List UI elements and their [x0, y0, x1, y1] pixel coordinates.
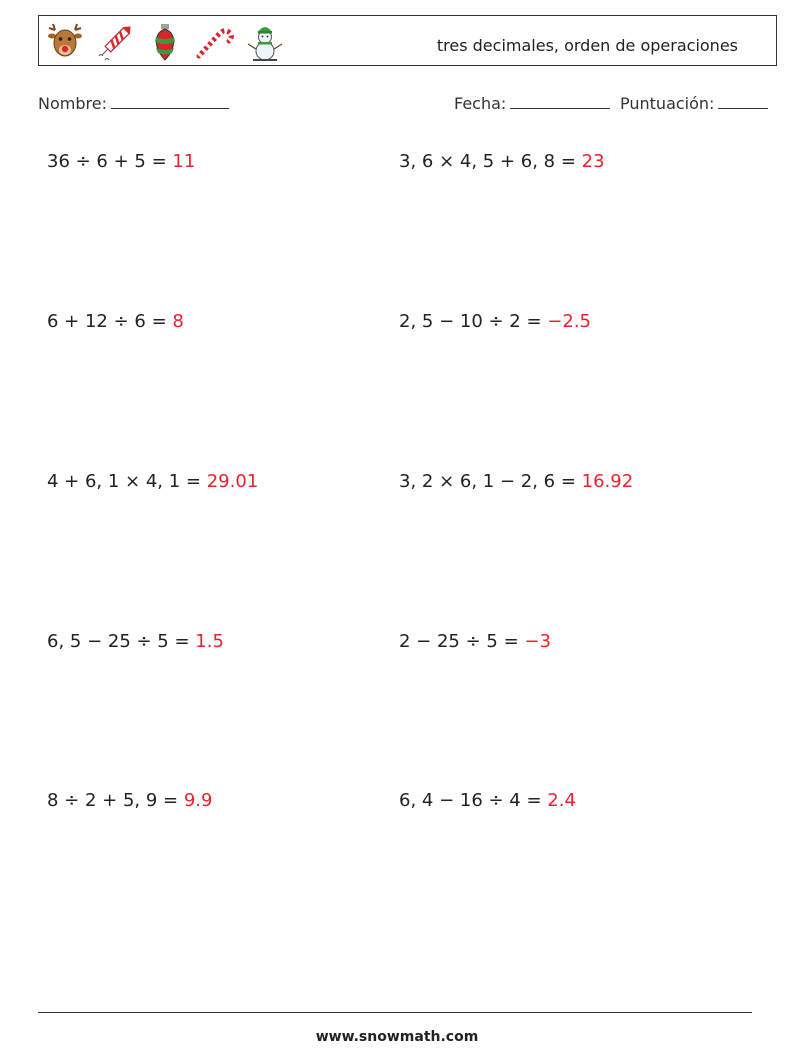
problem-answer: −2.5 — [547, 311, 591, 332]
name-field — [38, 94, 229, 113]
problem-expression: 2, 5 − 10 ÷ 2 = — [399, 311, 548, 332]
name-blank — [111, 94, 229, 109]
problem-expression: 2 − 25 ÷ 5 = — [399, 631, 525, 652]
problem-answer: 8 — [172, 311, 184, 332]
score-blank — [718, 94, 768, 109]
problem-8 — [399, 631, 551, 652]
problem-expression: 6 + 12 ÷ 6 = — [47, 311, 173, 332]
footer-divider — [38, 1012, 752, 1013]
problem-10 — [399, 790, 576, 811]
footer-url[interactable]: www.snowmath.com — [315, 1029, 479, 1045]
score-field — [620, 94, 768, 113]
date-field — [454, 94, 610, 113]
date-label: Fecha: — [454, 94, 507, 113]
problem-expression: 36 ÷ 6 + 5 = — [47, 151, 173, 172]
worksheet-title: tres decimales, orden de operaciones — [436, 36, 738, 55]
problem-expression: 3, 6 × 4, 5 + 6, 8 = — [399, 151, 582, 172]
date-blank — [510, 94, 610, 109]
problem-answer: 29.01 — [206, 471, 259, 492]
firework-rocket-icon — [95, 22, 135, 62]
problem-3 — [47, 311, 184, 332]
problem-answer: 1.5 — [195, 631, 224, 652]
worksheet-header — [38, 15, 777, 66]
score-label: Puntuación: — [620, 94, 715, 113]
problem-7 — [47, 631, 224, 652]
problem-answer: −3 — [524, 631, 551, 652]
problem-expression: 8 ÷ 2 + 5, 9 = — [47, 790, 184, 811]
problem-1 — [47, 151, 195, 172]
problem-5 — [47, 471, 258, 492]
problem-expression: 6, 5 − 25 ÷ 5 = — [47, 631, 196, 652]
problem-answer: 16.92 — [581, 471, 634, 492]
snowman-icon — [245, 22, 285, 62]
problem-9 — [47, 790, 212, 811]
problem-answer: 2.4 — [547, 790, 576, 811]
problem-4 — [399, 311, 591, 332]
problem-answer: 11 — [172, 151, 196, 172]
ornament-icon — [145, 22, 185, 62]
problem-expression: 3, 2 × 6, 1 − 2, 6 = — [399, 471, 582, 492]
problem-2 — [399, 151, 605, 172]
reindeer-icon — [45, 22, 85, 62]
problem-answer: 9.9 — [183, 790, 213, 811]
problem-answer: 23 — [581, 151, 605, 172]
problem-expression: 6, 4 − 16 ÷ 4 = — [399, 790, 548, 811]
name-label: Nombre: — [38, 94, 107, 113]
header-icons — [45, 22, 285, 62]
candy-cane-icon — [195, 22, 235, 62]
problem-6 — [399, 471, 633, 492]
problem-expression: 4 + 6, 1 × 4, 1 = — [47, 471, 207, 492]
